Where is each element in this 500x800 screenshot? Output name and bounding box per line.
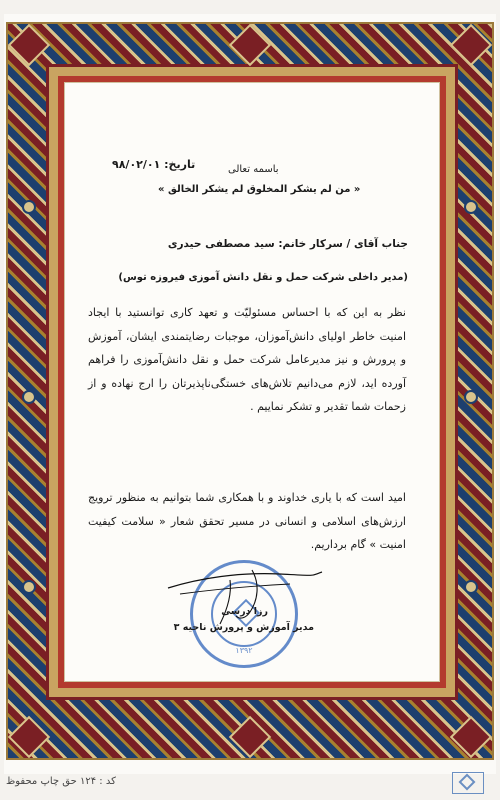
footer-code: کد : ۱۲۴ حق چاپ محفوظ: [6, 776, 116, 787]
edge-motif: [464, 580, 478, 594]
edge-motif: [22, 200, 36, 214]
signer-title: مدیر آموزش و پرورش ناحیه ۳: [173, 622, 314, 633]
edge-motif: [22, 390, 36, 404]
recipient-salutation: جناب آقای / سرکار خانم: سید مصطفی حیدری: [167, 238, 408, 250]
stamp-number: ۱۳۹۲: [235, 646, 253, 655]
edge-motif: [464, 390, 478, 404]
signer-name: رزا درسی: [221, 606, 268, 617]
appreciation-paragraph: نظر به این که با احساس مسئولیّت و تعهد کاری توانستید با ایجاد امنیت خاطر اولیای دانش‌آموزان، موجبات رضایتمندی ایشان، آموزش و پرورش و نیز مدیرعامل شرکت حمل و نقل دانش‌آموزی را فراهم آورده اید، لازم می‌دانیم تلاش‌های خستگی‌ناپذیرتان را ارج نهاده و از زحمات شما تقدیر و تشکر نماییم .: [88, 306, 406, 413]
motto-quote: « من لم یشکر المخلوق لم یشکر الخالق »: [158, 184, 361, 195]
publisher-logo-icon: [452, 772, 484, 794]
edge-motif: [464, 200, 478, 214]
edge-motif: [22, 580, 36, 594]
letter-date: تاریخ: ۹۸/۰۲/۰۱: [112, 158, 196, 171]
basmala-heading: باسمه تعالی: [228, 164, 279, 175]
closing-paragraph: امید است که با یاری خداوند و با همکاری شما بتوانیم به منظور ترویج ارزش‌های اسلامی و انسانی در مسیر تحقق شعار « سلامت کیفیت امنیت » گام برداریم.: [88, 491, 406, 551]
handwritten-signature: [160, 560, 330, 630]
recipient-position: (مدیر داخلی شرکت حمل و نقل دانش آموزی فیروزه توس): [118, 272, 408, 283]
